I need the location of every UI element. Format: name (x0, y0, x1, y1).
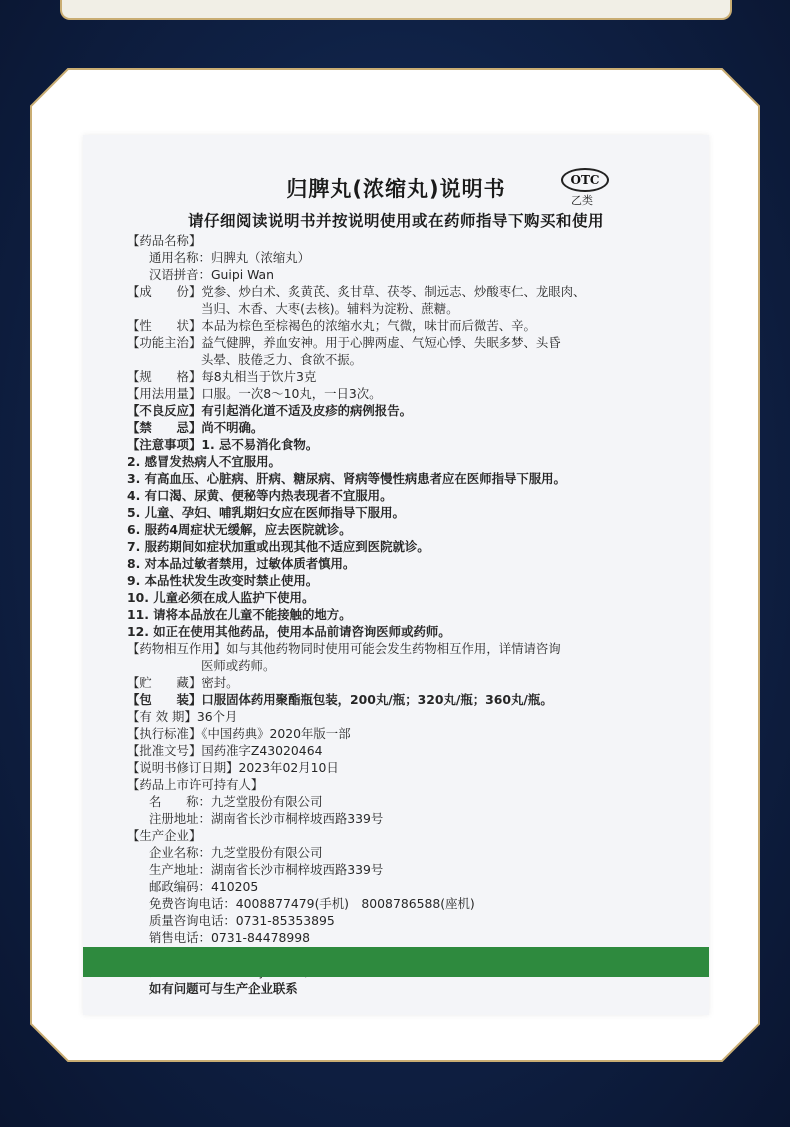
leaflet-line: 【规 格】每8丸相当于饮片3克 (127, 369, 317, 384)
leaflet-line: 2. 感冒发热病人不宜服用。 (127, 454, 281, 469)
leaflet-line: 12. 如正在使用其他药品，使用本品前请咨询医师或药师。 (127, 624, 451, 639)
leaflet-line: 【生产企业】 (127, 828, 202, 843)
leaflet-line: 【说明书修订日期】2023年02月10日 (127, 760, 339, 775)
leaflet-line: 免费咨询电话：4008877479(手机) 8008786588(座机) (149, 896, 475, 911)
leaflet-line: 【禁 忌】尚不明确。 (127, 420, 264, 435)
leaflet-line: 如有问题可与生产企业联系 (149, 981, 298, 996)
leaflet-line: 汉语拼音：Guipi Wan (149, 267, 275, 282)
leaflet-line: 当归、木香、大枣(去核)。辅料为淀粉、蔗糖。 (201, 301, 459, 316)
leaflet-line: 【注意事项】1. 忌不易消化食物。 (127, 437, 319, 452)
leaflet-line: 8. 对本品过敏者禁用，过敏体质者慎用。 (127, 556, 356, 571)
otc-badge: OTC (561, 168, 609, 192)
leaflet-body (127, 232, 702, 997)
leaflet-line: 【贮 藏】密封。 (127, 675, 239, 690)
leaflet-line: 5. 儿童、孕妇、哺乳期妇女应在医师指导下服用。 (127, 505, 405, 520)
leaflet-line: 9. 本品性状发生改变时禁止使用。 (127, 573, 319, 588)
leaflet-line: 【包 装】口服固体药用聚酯瓶包装，200丸/瓶；320丸/瓶；360丸/瓶。 (127, 692, 553, 707)
leaflet-subtitle: 请仔细阅读说明书并按说明使用或在药师指导下购买和使用 (187, 212, 604, 230)
leaflet-line: 【成 份】党参、炒白术、炙黄芪、炙甘草、茯苓、制远志、炒酸枣仁、龙眼肉、 (127, 284, 586, 299)
leaflet-line: 【执行标准】《中国药典》2020年版一部 (127, 726, 351, 741)
leaflet-line: 【药品上市许可持有人】 (127, 777, 264, 792)
leaflet-line: 销售电话：0731-84478998 (149, 930, 311, 945)
leaflet-line: 医师或药师。 (201, 658, 276, 673)
leaflet-line: 【用法用量】口服。一次8～10丸，一日3次。 (127, 386, 382, 401)
leaflet-title: 归脾丸(浓缩丸)说明书 (286, 177, 506, 201)
leaflet-line: 【不良反应】有引起消化道不适及皮疹的病例报告。 (127, 403, 412, 418)
green-footer-bar (83, 947, 709, 977)
leaflet-line: 7. 服药期间如症状加重或出现其他不适应到医院就诊。 (127, 539, 430, 554)
leaflet-line: 通用名称：归脾丸（浓缩丸） (149, 250, 311, 265)
otc-class-label: 乙类 (571, 194, 593, 207)
leaflet-line: 生产地址：湖南省长沙市桐梓坡西路339号 (149, 862, 384, 877)
leaflet-line: 【药品名称】 (127, 233, 202, 248)
leaflet-paper (83, 135, 709, 1015)
leaflet-line: 3. 有高血压、心脏病、肝病、糖尿病、肾病等慢性病患者应在医师指导下服用。 (127, 471, 566, 486)
leaflet-line: 头晕、肢倦乏力、食欲不振。 (201, 352, 363, 367)
leaflet-line: 注册地址：湖南省长沙市桐梓坡西路339号 (149, 811, 384, 826)
leaflet-line: 6. 服药4周症状无缓解，应去医院就诊。 (127, 522, 352, 537)
leaflet-line: 企业名称：九芝堂股份有限公司 (149, 845, 323, 860)
leaflet-line: 质量咨询电话：0731-85353895 (149, 913, 335, 928)
leaflet-line: 【功能主治】益气健脾，养血安神。用于心脾两虚、气短心悸、失眠多梦、头昏 (127, 335, 561, 350)
leaflet-line: 11. 请将本品放在儿童不能接触的地方。 (127, 607, 352, 622)
leaflet-line: 4. 有口渴、尿黄、便秘等内热表现者不宜服用。 (127, 488, 393, 503)
leaflet-line: 【批准文号】国药准字Z43020464 (127, 743, 323, 758)
leaflet-line: 名 称：九芝堂股份有限公司 (149, 794, 323, 809)
leaflet-line: 邮政编码：410205 (149, 879, 259, 894)
leaflet-line: 【有 效 期】36个月 (127, 709, 238, 724)
leaflet-line: 【性 状】本品为棕色至棕褐色的浓缩水丸；气微，味甘而后微苦、辛。 (127, 318, 536, 333)
top-image-strip (60, 0, 732, 20)
leaflet-line: 10. 儿童必须在成人监护下使用。 (127, 590, 315, 605)
leaflet-line: 【药物相互作用】如与其他药物同时使用可能会发生药物相互作用，详情请咨询 (127, 641, 561, 656)
